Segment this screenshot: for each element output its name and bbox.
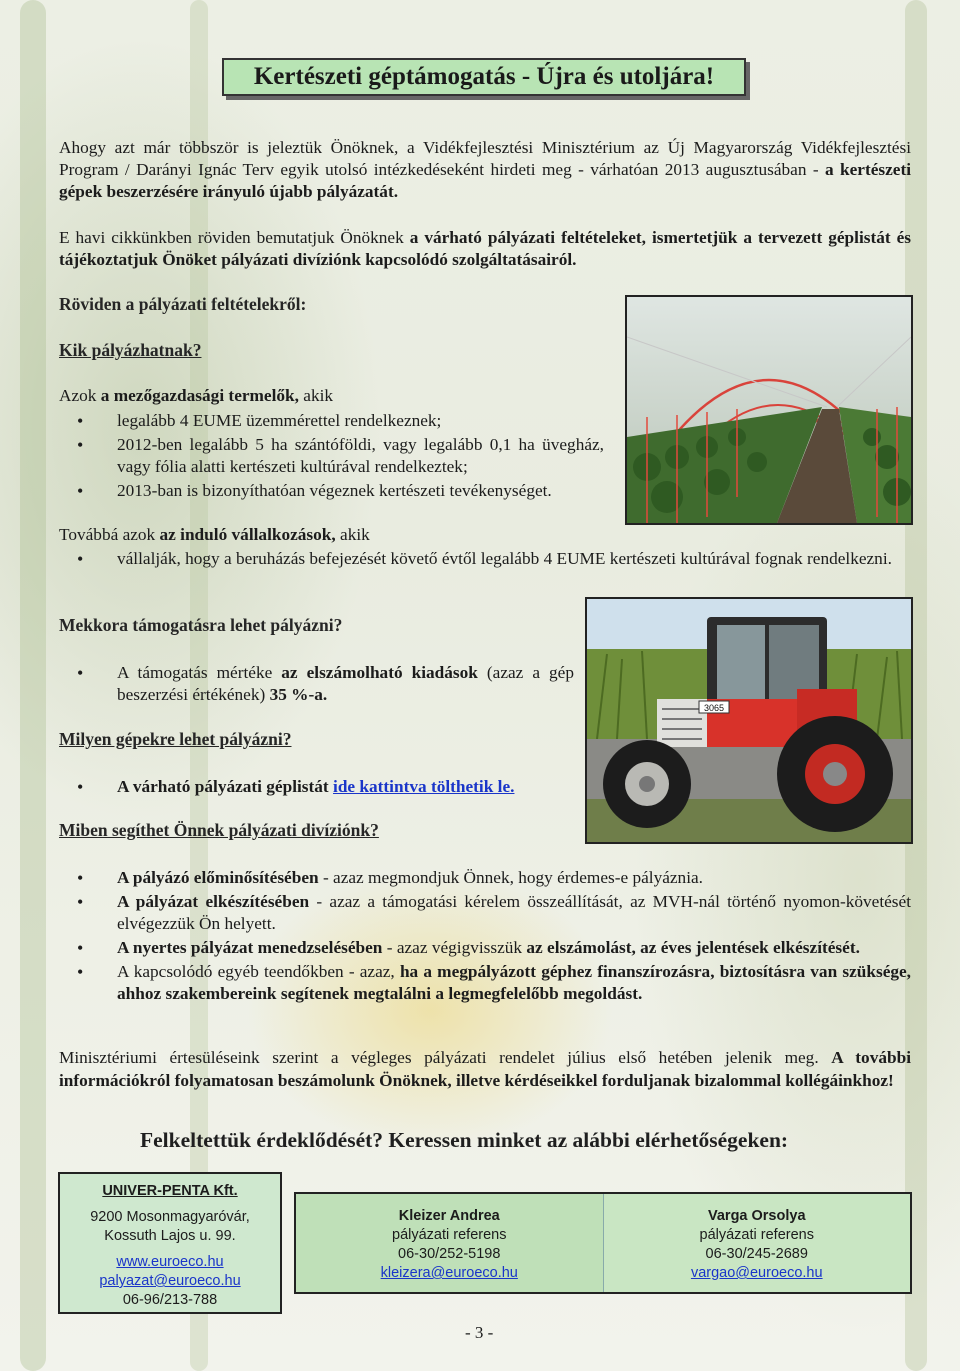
tractor-photo xyxy=(585,597,913,844)
background-stem xyxy=(20,0,46,1371)
amount-heading: Mekkora támogatásra lehet pályázni? xyxy=(59,615,343,635)
company-address-line2: Kossuth Lajos u. 99. xyxy=(104,1228,236,1244)
amount-list xyxy=(59,662,574,706)
company-address-line1: 9200 Mosonmagyaróvár, xyxy=(90,1209,250,1225)
tractor-badge: 3065 xyxy=(703,703,725,713)
list-item xyxy=(59,891,911,935)
list-item xyxy=(59,434,604,478)
list-item xyxy=(59,867,911,889)
contact-email-link[interactable]: vargao@euroeco.hu xyxy=(690,1265,823,1281)
amount-value: 35 %-a. xyxy=(269,685,328,704)
help-item-3-bold: A nyertes pályázat menedzselésében xyxy=(117,938,383,957)
contact-name: Varga Orsolya xyxy=(707,1208,806,1224)
page-title: Kertészeti géptámogatás - Újra és utoljára! xyxy=(222,58,746,96)
also-suffix: akik xyxy=(335,525,370,544)
page-number: - 3 - xyxy=(465,1323,494,1342)
closing-text: Minisztériumi értesüléseink szerint a végleges pályázati rendelet július első hetében jelenik meg. xyxy=(59,1048,832,1067)
conditions-heading: Röviden a pályázati feltételekről: xyxy=(59,294,307,314)
help-item-4-text: A kapcsolódó egyéb teendőkben - azaz, xyxy=(117,962,400,981)
help-item-3-text: - azaz végigvisszük xyxy=(382,938,527,957)
amount-bold: az elszámolható kiadások xyxy=(281,663,478,682)
contact-name: Kleizer Andrea xyxy=(398,1208,500,1224)
closing-paragraph xyxy=(59,1046,911,1092)
help-item-1-text: - azaz megmondjuk Önnek, hogy érdemes-e pályáznia. xyxy=(318,868,703,887)
intro-text: Ahogy azt már többször is jeleztük Önöknek, a Vidékfejlesztési Minisztérium az Új Magyarország Vidékfejlesztési Program / Darányi Ignác Terv egyik utolsó intézkedéseként hirdeti meg - várhatóan 2013 augusztusában - xyxy=(59,138,911,179)
list-item xyxy=(59,480,604,502)
company-email-link[interactable]: palyazat@euroeco.hu xyxy=(99,1273,241,1289)
contact-card xyxy=(296,1194,604,1292)
contact-role: pályázati referens xyxy=(699,1227,814,1243)
who-item-2: 2012-ben legalább 5 ha szántóföldi, vagy legalább 0,1 ha üvegház, vagy fólia alatti kertészeti kultúrával rendelkeztek; xyxy=(117,435,604,476)
list-item xyxy=(59,961,911,1005)
who-lead-prefix: Azok xyxy=(59,386,101,405)
list-item xyxy=(59,548,911,570)
intro-bold: a kertészeti gépek beszerzésére irányuló újabb pályázatát. xyxy=(59,160,912,201)
contact-role: pályázati referens xyxy=(392,1227,507,1243)
company-name: UNIVER-PENTA Kft. xyxy=(102,1183,238,1199)
greenhouse-illustration xyxy=(627,297,911,523)
summary-bold: a várható pályázati feltételeket, ismertetjük a tervezett géplistát és tájékoztatjuk Önöket pályázati divíziónk kapcsolódó szolgáltatásairól. xyxy=(59,228,911,269)
contact-phone: 06-30/252-5198 xyxy=(398,1246,501,1262)
who-lead xyxy=(59,385,604,407)
cta-heading: Felkeltettük érdeklődését? Keressen minket az alábbi elérhetőségeken: xyxy=(140,1128,789,1152)
tractor-illustration xyxy=(587,599,911,842)
machines-list xyxy=(59,776,589,798)
company-contact-box xyxy=(58,1172,282,1314)
intro-paragraph xyxy=(59,137,911,203)
help-list xyxy=(59,867,911,1005)
list-item xyxy=(59,937,911,959)
referent-contact-box xyxy=(294,1192,912,1294)
who-heading: Kik pályázhatnak? xyxy=(59,340,202,360)
help-heading: Miben segíthet Önnek pályázati divíziónk? xyxy=(59,820,379,840)
summary-paragraph xyxy=(59,227,911,271)
help-item-3-bold2: az elszámolást, az éves jelentések elkészítését. xyxy=(526,938,860,957)
amount-mid: (azaz a gép beszerzési értékének) xyxy=(117,663,574,704)
who-lead-bold: a mezőgazdasági termelők, xyxy=(100,386,299,405)
summary-text: E havi cikkünkben röviden bemutatjuk Önöknek xyxy=(59,228,410,247)
help-item-1-bold: A pályázó előminősítésében xyxy=(117,868,319,887)
list-item xyxy=(59,662,574,706)
company-website-link[interactable]: www.euroeco.hu xyxy=(116,1254,224,1270)
also-item: vállalják, hogy a beruházás befejezését követő évtől legalább 4 EUME kertészeti kultúrával fognak rendelkezni. xyxy=(117,549,892,568)
list-item xyxy=(59,776,589,798)
help-item-2-bold: A pályázat elkészítésében xyxy=(117,892,310,911)
machines-heading: Milyen gépekre lehet pályázni? xyxy=(59,729,292,749)
list-item xyxy=(59,410,604,432)
contact-phone: 06-30/245-2689 xyxy=(705,1246,808,1262)
who-item-1: legalább 4 EUME üzemmérettel rendelkeznek; xyxy=(117,411,442,430)
closing-bold: A további információkról folyamatosan beszámolunk Önöknek, illetve kérdéseikkel forduljanak bizalommal kollégáinkhoz! xyxy=(59,1048,911,1090)
also-prefix: Továbbá azok xyxy=(59,525,160,544)
contact-card xyxy=(604,1194,911,1292)
machines-bold: A várható pályázati géplistát xyxy=(117,777,334,796)
machine-list-download-link[interactable]: ide kattintva tölthetik le. xyxy=(333,777,515,796)
help-item-4-bold: ha a megpályázott géphez finanszírozásra, biztosításra van szüksége, ahhoz szakembereink segítenek megtalálni a legmegfelelőbb megoldást. xyxy=(117,962,911,1003)
who-list xyxy=(59,410,604,502)
also-bold: az induló vállalkozások, xyxy=(159,525,336,544)
also-lead xyxy=(59,524,911,546)
also-list xyxy=(59,548,911,570)
contact-email-link[interactable]: kleizera@euroeco.hu xyxy=(380,1265,518,1281)
amount-prefix: A támogatás mértéke xyxy=(117,663,282,682)
who-item-3: 2013-ban is bizonyíthatóan végeznek kertészeti tevékenységet. xyxy=(117,481,552,500)
help-item-2-text: - azaz a támogatási kérelem összeállítását, az MVH-nál történő nyomon-követését elvégezzük Ön helyett. xyxy=(117,892,911,933)
company-phone: 06-96/213-788 xyxy=(122,1292,218,1308)
greenhouse-photo xyxy=(625,295,913,525)
who-lead-suffix: akik xyxy=(298,386,334,405)
